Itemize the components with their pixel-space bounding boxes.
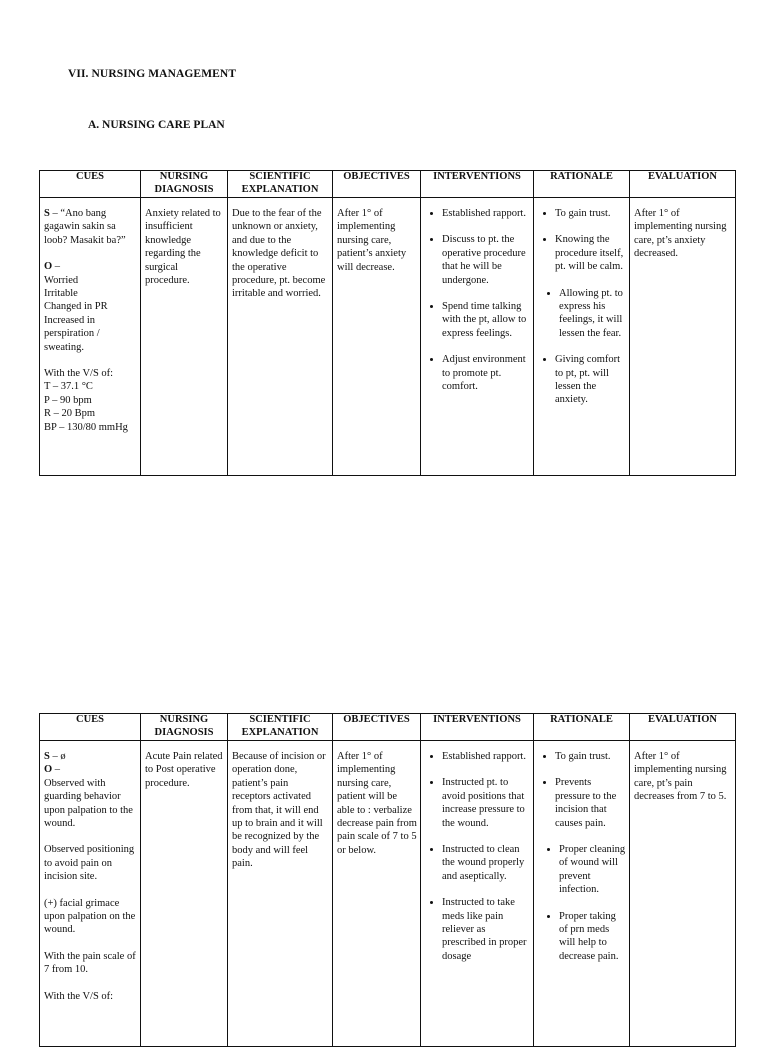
evaluation-cell: After 1° of implementing nursing care, pt’s pain decreases from 7 to 5.: [630, 741, 736, 1047]
list-item: • Prevents pressure to the incision that causes pain.: [555, 776, 626, 830]
list-item: • Proper taking of prn meds will help to decrease pain.: [559, 910, 626, 964]
col-header-objectives: OBJECTIVES: [333, 714, 421, 741]
table-header-row: [40, 714, 736, 741]
objectives-cell: After 1° of implementing nursing care, patient’s anxiety will decrease.: [333, 198, 421, 476]
col-header-explanation: SCIENTIFIC EXPLANATION: [228, 171, 333, 198]
list-item: • Instructed to take meds like pain reliever as prescribed in proper dosage: [442, 896, 530, 963]
cues-cell: [40, 741, 141, 1047]
explanation-cell: Due to the fear of the unknown or anxiety, and due to the knowledge deficit to the operative procedure, pt. become irritable and worried.: [228, 198, 333, 476]
objective-line: Irritable: [44, 288, 78, 300]
list-item: • Giving comfort to pt, pt. will lessen the anxiety.: [555, 353, 626, 407]
list-item: • Established rapport.: [442, 750, 530, 763]
subsection-heading: A. NURSING CARE PLAN: [88, 119, 225, 131]
vital-sign: T – 37.1 °C: [44, 381, 93, 393]
col-header-diagnosis: NURSING DIAGNOSIS: [141, 171, 228, 198]
objective-line: Observed with guarding behavior upon palpation to the wound.: [44, 777, 133, 830]
list-item: • Proper cleaning of wound will prevent infection.: [559, 843, 626, 897]
diagnosis-cell: Anxiety related to insufficient knowledge regarding the surgical procedure.: [141, 198, 228, 476]
care-plan-table-acute-pain: [39, 713, 736, 1047]
objective-label: O: [44, 764, 53, 776]
list-item: • Established rapport.: [442, 207, 530, 220]
interventions-cell: [421, 741, 534, 1047]
rationale-cell: [534, 741, 630, 1047]
list-item: • Instructed pt. to avoid positions that increase pressure to the wound.: [442, 776, 530, 830]
list-item: • Knowing the procedure itself, pt. will be calm.: [555, 233, 626, 273]
list-item: • Adjust environment to promote pt. comfort.: [442, 353, 530, 393]
subjective-cue: [44, 207, 137, 247]
col-header-rationale: RATIONALE: [534, 714, 630, 741]
objective-dash: –: [52, 764, 61, 776]
objective-line: Observed positioning to avoid pain on incision site.: [44, 844, 135, 883]
subjective-text: – “Ano bang gagawin sakin sa loob? Masakit ba?”: [44, 208, 126, 246]
explanation-cell: Because of incision or operation done, patient’s pain receptors activated from that, it will end up to brain and it will be recognized by the body and will feel pain.: [228, 741, 333, 1047]
col-header-diagnosis: NURSING DIAGNOSIS: [141, 714, 228, 741]
evaluation-cell: After 1° of implementing nursing care, pt’s anxiety decreased.: [630, 198, 736, 476]
vital-sign: BP – 130/80 mmHg: [44, 421, 128, 433]
section-heading: VII. NURSING MANAGEMENT: [68, 68, 237, 80]
col-header-interventions: INTERVENTIONS: [421, 171, 534, 198]
list-item: • Allowing pt. to express his feelings, it will lessen the fear.: [559, 287, 626, 341]
subjective-cue: [44, 750, 137, 763]
col-header-interventions: INTERVENTIONS: [421, 714, 534, 741]
objective-line: Changed in PR: [44, 301, 108, 313]
subjective-text: – ø: [49, 751, 66, 762]
col-header-cues: CUES: [40, 171, 141, 198]
table-row: [40, 741, 736, 1047]
col-header-explanation: SCIENTIFIC EXPLANATION: [228, 714, 333, 741]
list-item: • To gain trust.: [555, 207, 626, 220]
objective-line: Increased in perspiration / sweating.: [44, 314, 100, 353]
vital-signs-heading: With the V/S of:: [44, 990, 114, 1002]
objective-cue: [44, 260, 137, 273]
col-header-cues: CUES: [40, 714, 141, 741]
table-row: [40, 198, 736, 476]
objective-cue: [44, 763, 137, 776]
objectives-cell: After 1° of implementing nursing care, patient will be able to : verbalize decrease pain from pain scale of 7 to 5 or below.: [333, 741, 421, 1047]
objective-line: With the pain scale of 7 from 10.: [44, 950, 136, 976]
col-header-evaluation: EVALUATION: [630, 714, 736, 741]
col-header-evaluation: EVALUATION: [630, 171, 736, 198]
subjective-label: S: [44, 208, 50, 219]
diagnosis-cell: Acute Pain related to Post operative procedure.: [141, 741, 228, 1047]
vital-sign: R – 20 Bpm: [44, 408, 96, 420]
objective-line: Worried: [44, 274, 79, 286]
list-item: • To gain trust.: [555, 750, 626, 763]
interventions-cell: [421, 198, 534, 476]
col-header-rationale: RATIONALE: [534, 171, 630, 198]
list-item: • Instructed to clean the wound properly and aseptically.: [442, 843, 530, 883]
vital-sign: P – 90 bpm: [44, 394, 92, 406]
care-plan-table-anxiety: [39, 170, 736, 476]
objective-dash: –: [52, 261, 61, 273]
table-header-row: [40, 171, 736, 198]
rationale-cell: [534, 198, 630, 476]
subjective-label: S: [44, 751, 50, 762]
vital-signs-heading: With the V/S of:: [44, 368, 114, 380]
cues-cell: [40, 198, 141, 476]
objective-label: O: [44, 261, 53, 273]
objective-line: (+) facial grimace upon palpation on the wound.: [44, 897, 136, 936]
col-header-objectives: OBJECTIVES: [333, 171, 421, 198]
list-item: • Discuss to pt. the operative procedure that he will be undergone.: [442, 233, 530, 287]
list-item: • Spend time talking with the pt, allow to express feelings.: [442, 300, 530, 340]
